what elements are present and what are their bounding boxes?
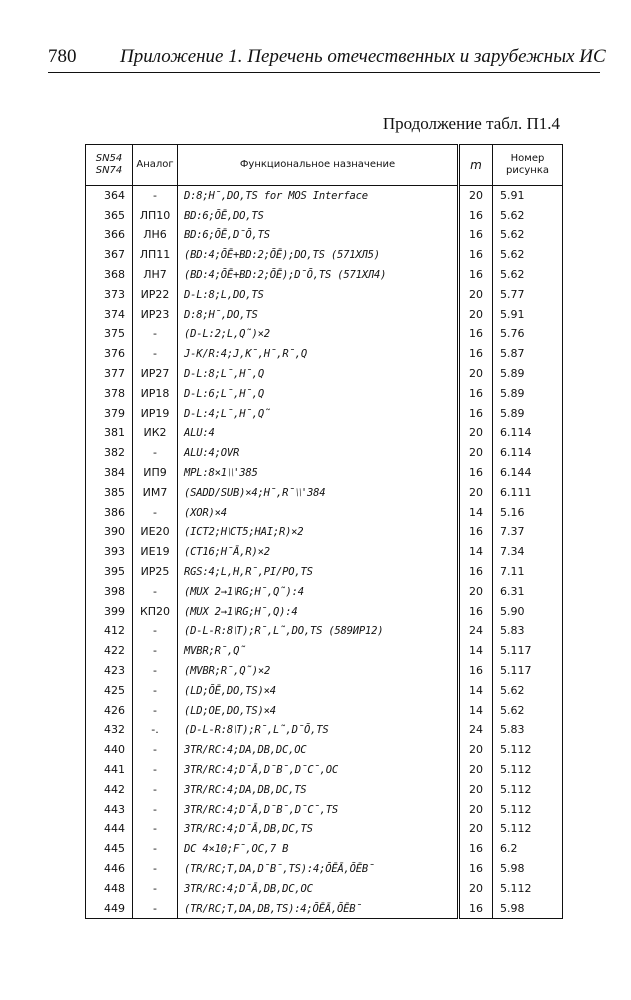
cell-series: 395: [86, 562, 133, 582]
cell-m: 16: [459, 206, 493, 226]
cell-function: DC 4×10;F̄,OC,7 B: [178, 839, 459, 859]
cell-series: 432: [86, 721, 133, 741]
cell-series: 377: [86, 364, 133, 384]
cell-function: (D-L:2;L,Q̃)×2: [178, 325, 459, 345]
cell-figure: 5.91: [493, 186, 563, 206]
cell-function: D:8;H̄,DO,TS: [178, 305, 459, 325]
cell-figure: 5.89: [493, 384, 563, 404]
cell-analog: -: [133, 859, 178, 879]
cell-m: 16: [459, 602, 493, 622]
cell-figure: 5.117: [493, 661, 563, 681]
cell-figure: 6.144: [493, 463, 563, 483]
cell-figure: 5.62: [493, 245, 563, 265]
cell-figure: 5.112: [493, 820, 563, 840]
cell-function: D-L:6;L̄,H̄,Q: [178, 384, 459, 404]
table-row: [86, 681, 563, 701]
table-row: [86, 562, 563, 582]
table-row: [86, 384, 563, 404]
cell-function: (MVBR;R̄,Q̃)×2: [178, 661, 459, 681]
cell-m: 20: [459, 780, 493, 800]
ic-table: [85, 144, 562, 931]
header-figure-line1: Номер: [510, 153, 545, 164]
table-row: [86, 364, 563, 384]
cell-series: 440: [86, 740, 133, 760]
cell-figure: 5.62: [493, 265, 563, 285]
cell-function: (MUX 2→1⧵RG;H̄,Q):4: [178, 602, 459, 622]
cell-function: (TR/RC;T,DA,DB,TS):4;ŌĒĀ,ŌĒB̄: [178, 899, 459, 919]
cell-m: 16: [459, 523, 493, 543]
cell-m: 20: [459, 285, 493, 305]
cell-series: 412: [86, 622, 133, 642]
cell-analog: -: [133, 820, 178, 840]
cell-m: 20: [459, 800, 493, 820]
cell-series: 422: [86, 641, 133, 661]
cell-m: 14: [459, 701, 493, 721]
cell-function: 3TR/RC:4;D̄Ā,DB,DC,TS: [178, 820, 459, 840]
cell-analog: -: [133, 740, 178, 760]
cell-analog: КП20: [133, 602, 178, 622]
running-title: Приложение 1. Перечень отечественных и зарубежных ИС: [120, 46, 606, 67]
table-row: [86, 602, 563, 622]
cell-function: MVBR;R̄,Q̃: [178, 641, 459, 661]
cell-m: 20: [459, 760, 493, 780]
cell-analog: -: [133, 800, 178, 820]
cell-m: 20: [459, 879, 493, 899]
cell-analog: -: [133, 622, 178, 642]
cell-series: 449: [86, 899, 133, 919]
cell-analog: -: [133, 701, 178, 721]
table-row: [86, 899, 563, 919]
cell-series: 368: [86, 265, 133, 285]
cell-series: 375: [86, 325, 133, 345]
cell-series: 386: [86, 503, 133, 523]
cell-analog: -: [133, 325, 178, 345]
cell-figure: 6.114: [493, 443, 563, 463]
table-row: [86, 800, 563, 820]
cell-series: 448: [86, 879, 133, 899]
cell-function: MPL:8×1⧵⧵'385: [178, 463, 459, 483]
header-series-sn74: SN74: [95, 165, 123, 176]
cell-analog: -: [133, 839, 178, 859]
table-row: [86, 661, 563, 681]
cell-m: 16: [459, 245, 493, 265]
table-row: [86, 879, 563, 899]
table-row: [86, 226, 563, 246]
cell-figure: 5.98: [493, 899, 563, 919]
cell-function: ALU:4;OVR: [178, 443, 459, 463]
cell-series: 366: [86, 226, 133, 246]
cell-function: (LD;OE,DO,TS)×4: [178, 701, 459, 721]
cell-analog: ИЕ20: [133, 523, 178, 543]
cell-series: 367: [86, 245, 133, 265]
header-m: m: [459, 145, 493, 186]
cell-figure: 7.11: [493, 562, 563, 582]
cell-figure: 5.98: [493, 859, 563, 879]
header-function: Функциональное назначение: [178, 145, 459, 186]
cell-function: D-L:4;L̄,H̄,Q̃: [178, 404, 459, 424]
cell-m: 24: [459, 721, 493, 741]
cell-analog: ИК2: [133, 424, 178, 444]
cell-series: 374: [86, 305, 133, 325]
running-header: [48, 46, 608, 72]
cell-figure: 5.77: [493, 285, 563, 305]
table-row: [86, 740, 563, 760]
cell-function: D-L:8;L̄,H̄,Q: [178, 364, 459, 384]
cell-series: 376: [86, 344, 133, 364]
table-row: [86, 463, 563, 483]
cell-figure: 5.89: [493, 404, 563, 424]
cell-figure: 7.37: [493, 523, 563, 543]
cell-figure: 6.31: [493, 582, 563, 602]
cell-series: 426: [86, 701, 133, 721]
table-caption: Продолжение табл. П1.4: [382, 114, 560, 133]
header-analog: Аналог: [133, 145, 178, 186]
cell-series: 443: [86, 800, 133, 820]
cell-m: 16: [459, 384, 493, 404]
cell-analog: ИР25: [133, 562, 178, 582]
table-row: [86, 206, 563, 226]
cell-m: 16: [459, 661, 493, 681]
table-row: [86, 839, 563, 859]
cell-analog: ИР18: [133, 384, 178, 404]
cell-analog: ЛП11: [133, 245, 178, 265]
cell-analog: -: [133, 503, 178, 523]
cell-analog: ЛП10: [133, 206, 178, 226]
cell-figure: 5.62: [493, 681, 563, 701]
cell-m: 16: [459, 226, 493, 246]
table-row: [86, 344, 563, 364]
cell-analog: -: [133, 661, 178, 681]
cell-function: (D-L-R:8⧵T);R̄,L̃,D̄Ō,TS: [178, 721, 459, 741]
table-row: [86, 483, 563, 503]
cell-m: 16: [459, 463, 493, 483]
cell-figure: 6.111: [493, 483, 563, 503]
cell-function: BD:6;ŌĒ,D̄Ō,TS: [178, 226, 459, 246]
cell-series: 385: [86, 483, 133, 503]
cell-figure: 6.2: [493, 839, 563, 859]
cell-figure: 5.62: [493, 701, 563, 721]
cell-function: (MUX 2→1⧵RG;H̄,Q̃):4: [178, 582, 459, 602]
cell-m: 20: [459, 424, 493, 444]
ic-table-grid: [85, 144, 563, 919]
cell-m: 24: [459, 622, 493, 642]
header-rule: [48, 72, 600, 73]
table-row: [86, 760, 563, 780]
cell-m: 16: [459, 344, 493, 364]
cell-function: BD:6;ŌĒ,DO,TS: [178, 206, 459, 226]
cell-figure: 7.34: [493, 542, 563, 562]
header-figure: [493, 145, 563, 186]
table-row: [86, 503, 563, 523]
cell-analog: ИР22: [133, 285, 178, 305]
table-row: [86, 186, 563, 206]
table-row: [86, 820, 563, 840]
cell-m: 16: [459, 859, 493, 879]
cell-function: (SADD/SUB)×4;H̄,R̄⧵⧵'384: [178, 483, 459, 503]
cell-function: RGS:4;L,H,R̄,PI/PO,TS: [178, 562, 459, 582]
table-row: [86, 523, 563, 543]
table-row: [86, 424, 563, 444]
cell-analog: ЛН6: [133, 226, 178, 246]
table-row: [86, 780, 563, 800]
cell-function: 3TR/RC:4;D̄Ā,DB,DC,OC: [178, 879, 459, 899]
cell-m: 14: [459, 503, 493, 523]
cell-m: 14: [459, 542, 493, 562]
cell-analog: -: [133, 780, 178, 800]
cell-series: 378: [86, 384, 133, 404]
cell-series: 445: [86, 839, 133, 859]
cell-figure: 5.112: [493, 760, 563, 780]
table-row: [86, 404, 563, 424]
cell-series: 425: [86, 681, 133, 701]
table-row: [86, 622, 563, 642]
cell-series: 444: [86, 820, 133, 840]
cell-analog: -.: [133, 721, 178, 741]
cell-function: (TR/RC;T,DA,D̄B̄,TS):4;ŌĒĀ,ŌĒB̄: [178, 859, 459, 879]
cell-series: 379: [86, 404, 133, 424]
table-row: [86, 641, 563, 661]
cell-function: D-L:8;L,DO,TS: [178, 285, 459, 305]
table-row: [86, 701, 563, 721]
cell-series: 365: [86, 206, 133, 226]
cell-function: 3TR/RC:4;D̄Ā,D̄B̄,D̄C̄,TS: [178, 800, 459, 820]
table-row: [86, 443, 563, 463]
cell-m: 16: [459, 562, 493, 582]
cell-analog: ИР19: [133, 404, 178, 424]
cell-series: 441: [86, 760, 133, 780]
table-header: [86, 145, 563, 186]
cell-analog: -: [133, 760, 178, 780]
cell-function: (LD;ŌĒ,DO,TS)×4: [178, 681, 459, 701]
cell-m: 20: [459, 582, 493, 602]
cell-analog: -: [133, 681, 178, 701]
cell-m: 20: [459, 740, 493, 760]
cell-analog: -: [133, 582, 178, 602]
cell-figure: 5.62: [493, 206, 563, 226]
cell-m: 16: [459, 839, 493, 859]
cell-function: (BD:4;ŌĒ+BD:2;ŌĒ);D̄Ō,TS (571ХЛ4): [178, 265, 459, 285]
cell-m: 14: [459, 641, 493, 661]
cell-figure: 5.76: [493, 325, 563, 345]
cell-figure: 5.83: [493, 721, 563, 741]
cell-series: 423: [86, 661, 133, 681]
cell-analog: ИП9: [133, 463, 178, 483]
cell-figure: 5.16: [493, 503, 563, 523]
cell-m: 20: [459, 305, 493, 325]
page-number: 780: [48, 46, 77, 67]
header-series: [86, 145, 133, 186]
cell-m: 20: [459, 820, 493, 840]
cell-series: 442: [86, 780, 133, 800]
cell-figure: 5.112: [493, 879, 563, 899]
cell-series: 382: [86, 443, 133, 463]
cell-function: (D-L-R:8⧵T);R̄,L̃,DO,TS (589ИР12): [178, 622, 459, 642]
cell-function: (XOR)×4: [178, 503, 459, 523]
cell-analog: -: [133, 443, 178, 463]
cell-m: 16: [459, 404, 493, 424]
cell-function: J-K/R:4;J,K̄,H̄,R̄,Q: [178, 344, 459, 364]
cell-figure: 5.62: [493, 226, 563, 246]
cell-analog: ИЕ19: [133, 542, 178, 562]
cell-function: (ICT2;H⧵CT5;HAI;R)×2: [178, 523, 459, 543]
cell-figure: 5.83: [493, 622, 563, 642]
cell-analog: ЛН7: [133, 265, 178, 285]
table-row: [86, 265, 563, 285]
cell-figure: 5.112: [493, 780, 563, 800]
cell-m: 20: [459, 186, 493, 206]
table-row: [86, 721, 563, 741]
cell-analog: ИМ7: [133, 483, 178, 503]
cell-figure: 5.112: [493, 800, 563, 820]
header-series-sn54: SN54: [95, 153, 123, 164]
table-row: [86, 285, 563, 305]
cell-figure: 5.90: [493, 602, 563, 622]
cell-series: 381: [86, 424, 133, 444]
cell-series: 390: [86, 523, 133, 543]
cell-m: 20: [459, 483, 493, 503]
table-row: [86, 542, 563, 562]
cell-figure: 5.117: [493, 641, 563, 661]
cell-function: 3TR/RC:4;DA,DB,DC,TS: [178, 780, 459, 800]
table-row: [86, 582, 563, 602]
cell-m: 20: [459, 443, 493, 463]
cell-series: 398: [86, 582, 133, 602]
table-row: [86, 859, 563, 879]
cell-analog: -: [133, 186, 178, 206]
cell-m: 20: [459, 364, 493, 384]
cell-figure: 5.87: [493, 344, 563, 364]
cell-figure: 5.89: [493, 364, 563, 384]
header-figure-line2: рисунка: [506, 165, 549, 176]
cell-m: 16: [459, 899, 493, 919]
cell-analog: -: [133, 344, 178, 364]
cell-analog: -: [133, 641, 178, 661]
cell-series: 399: [86, 602, 133, 622]
cell-series: 393: [86, 542, 133, 562]
cell-function: (BD:4;ŌĒ+BD:2;ŌĒ);DO,TS (571ХЛ5): [178, 245, 459, 265]
cell-m: 14: [459, 681, 493, 701]
cell-function: 3TR/RC:4;D̄Ā,D̄B̄,D̄C̄,OC: [178, 760, 459, 780]
cell-series: 446: [86, 859, 133, 879]
cell-series: 373: [86, 285, 133, 305]
cell-function: (CT16;H̄Ā,R)×2: [178, 542, 459, 562]
cell-analog: ИР23: [133, 305, 178, 325]
cell-function: ALU:4: [178, 424, 459, 444]
cell-figure: 5.112: [493, 740, 563, 760]
cell-series: 364: [86, 186, 133, 206]
cell-function: 3TR/RC:4;DA,DB,DC,OC: [178, 740, 459, 760]
cell-analog: -: [133, 899, 178, 919]
table-row: [86, 305, 563, 325]
cell-figure: 6.114: [493, 424, 563, 444]
cell-m: 16: [459, 265, 493, 285]
table-row: [86, 325, 563, 345]
cell-series: 384: [86, 463, 133, 483]
cell-figure: 5.91: [493, 305, 563, 325]
cell-analog: ИР27: [133, 364, 178, 384]
table-body: [86, 186, 563, 919]
table-row: [86, 245, 563, 265]
cell-function: D:8;H̄,DO,TS for MOS Interface: [178, 186, 459, 206]
cell-m: 16: [459, 325, 493, 345]
cell-analog: -: [133, 879, 178, 899]
